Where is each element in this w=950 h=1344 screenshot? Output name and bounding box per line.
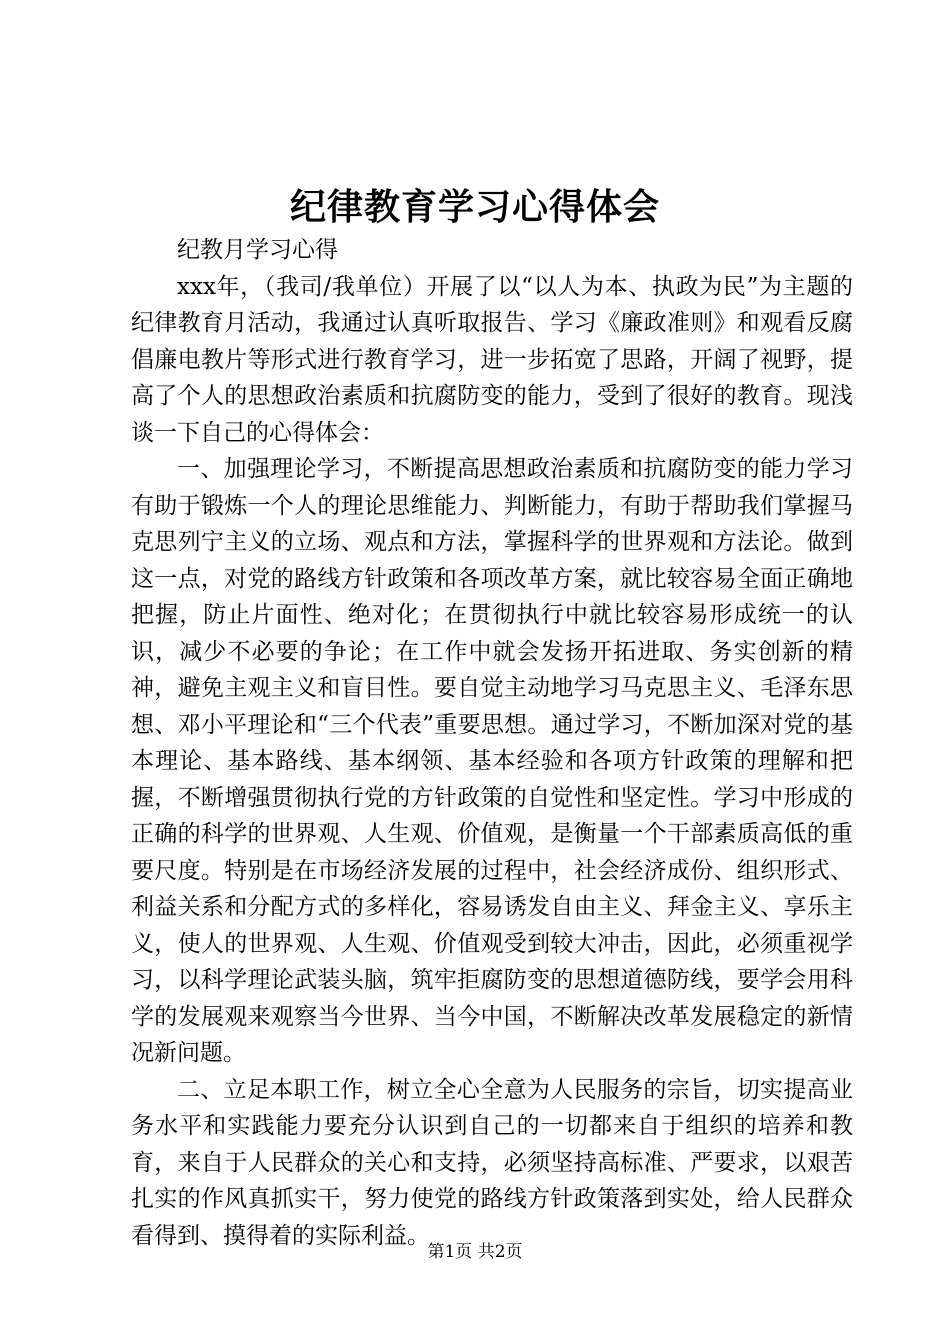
page-number-footer: 第1页 共2页 (427, 1242, 523, 1262)
document-body (131, 232, 853, 1254)
paragraph-subtitle: 纪教月学习心得 (177, 237, 338, 263)
paragraph-section-two: 二、立足本职工作，树立全心全意为人民服务的宗旨，切实提高业务水平和实践能力要充分认识到自己的一切都来自于组织的培养和教育，来自于人民群众的关心和支持，必须坚持高标准、严要求，以艰苦扎实的作风真抓实干，努力使党的路线方针政策落到实处，给人民群众看得到、摸得着的实际利益。 (131, 1076, 853, 1249)
document-title: 纪律教育学习心得体会 (289, 187, 660, 228)
paragraph-intro: xxx年，（我司/我单位）开展了以“以人为本、执政为民”为主题的纪律教育月活动，我通过认真听取报告、学习《廉政准则》和观看反腐倡廉电教片等形式进行教育学习，进一步拓宽了思路，开阔了视野，提高了个人的思想政治素质和抗腐防变的能力，受到了很好的教育。现浅谈一下自己的心得体会： (131, 273, 853, 446)
paragraph-section-one: 一、加强理论学习，不断提高思想政治素质和抗腐防变的能力学习有助于锻炼一个人的理论思维能力、判断能力，有助于帮助我们掌握马克思列宁主义的立场、观点和方法，掌握科学的世界观和方法论。做到这一点，对党的路线方针政策和各项改革方案，就比较容易全面正确地把握，防止片面性、绝对化；在贯彻执行中就比较容易形成统一的认识，减少不必要的争论；在工作中就会发扬开拓进取、务实创新的精神，避免主观主义和盲目性。要自觉主动地学习马克思主义、毛泽东思想、邓小平理论和“三个代表”重要思想。通过学习，不断加深对党的基本理论、基本路线、基本纲领、基本经验和各项方针政策的理解和把握，不断增强贯彻执行党的方针政策的自觉性和坚定性。学习中形成的正确的科学的世界观、人生观、价值观，是衡量一个干部素质高低的重要尺度。特别是在市场经济发展的过程中，社会经济成份、组织形式、利益关系和分配方式的多样化，容易诱发自由主义、拜金主义、享乐主义，使人的世界观、人生观、价值观受到较大冲击，因此，必须重视学习，以科学理论武装头脑，筑牢拒腐防变的思想道德防线，要学会用科学的发展观来观察当今世界、当今中国，不断解决改革发展稳定的新情况新问题。 (131, 456, 853, 1066)
